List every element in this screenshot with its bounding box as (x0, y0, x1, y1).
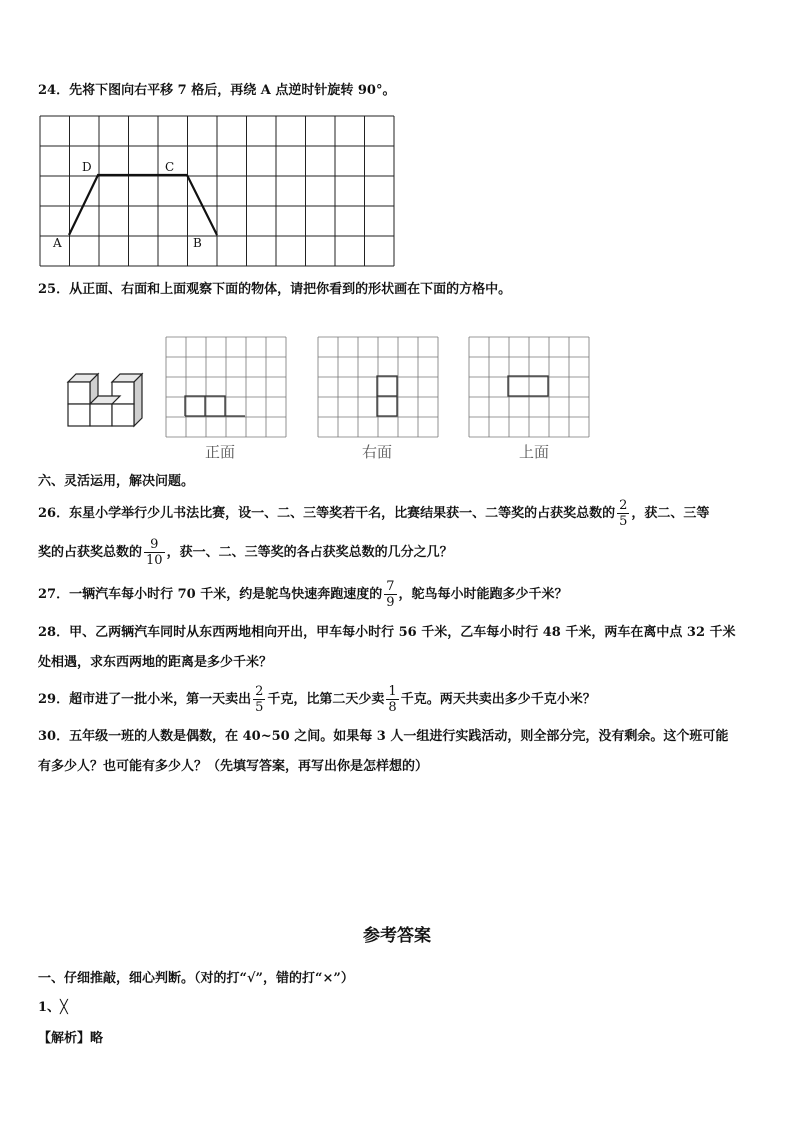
q25-number: 25． (38, 282, 70, 297)
q26-number: 26． (38, 506, 70, 521)
q29-number: 29． (38, 692, 70, 707)
q24-prompt: 先将下图向右平移 7 格后，再绕 A 点逆时针旋转 90°。 (69, 83, 396, 98)
frac-den: 8 (388, 700, 397, 715)
grid-lines (40, 116, 394, 266)
view-grid-right (317, 336, 439, 438)
q29-text (38, 683, 596, 717)
answer-1-analysis: 【解析】略 (38, 1031, 104, 1046)
q30-number: 30． (38, 729, 70, 744)
q28-text-a: 甲、乙两辆汽车同时从东西两地相向开出，甲车每小时行 56 千米，乙车每小时行 48 千米，两车在离中点 32 千米 (69, 625, 736, 640)
view-grid-top (468, 336, 590, 438)
answer-1: 1、╳ (38, 1000, 68, 1015)
view-label-right: 右面 (362, 443, 393, 461)
q27-number: 27． (38, 587, 70, 602)
q28-line2: 处相遇，求东西两地的距离是多少千米？ (38, 655, 273, 670)
q26-text-a: 东星小学举行少儿书法比赛，设一、二、三等奖若干名，比赛结果获一、二等奖的占获奖总数的 (69, 506, 616, 521)
q29-text-a: 超市进了一批小米，第一天卖出 (69, 692, 252, 707)
trapezoid-shape-right (187, 175, 217, 235)
q30-text-a: 五年级一班的人数是偶数，在 40~50 之间。如果每 3 人一组进行实践活动，则全部分完，没有剩余。这个班可能 (69, 729, 729, 744)
label-C: C (165, 160, 175, 174)
q30-line2: 有多少人？也可能有多少人？（先填写答案，再写出你是怎样想的） (38, 759, 429, 774)
view-label-front: 正面 (205, 443, 236, 461)
frac-den: 10 (146, 553, 163, 568)
frac-num: 2 (255, 684, 264, 699)
q24-text (38, 83, 395, 99)
q25-prompt: 从正面、右面和上面观察下面的物体，请把你看到的形状画在下面的方格中。 (69, 282, 512, 297)
q30-line1 (38, 729, 728, 745)
q25-text (38, 282, 511, 298)
q29-text-c: 千克。两天共卖出多少千克小米？ (400, 692, 596, 707)
label-D: D (82, 160, 92, 174)
frac-den: 5 (619, 514, 628, 529)
view-grid-front (165, 336, 287, 438)
frac-num: 2 (619, 498, 628, 513)
q28-number: 28． (38, 625, 70, 640)
answers-title: 参考答案 (363, 926, 431, 946)
q24-grid (39, 115, 395, 267)
fraction-1-8 (386, 684, 398, 715)
label-B: B (193, 236, 202, 250)
label-A: A (53, 236, 62, 250)
frac-num: 9 (150, 537, 159, 552)
fraction-2-5 (253, 684, 265, 715)
grid-lines (166, 337, 286, 437)
q26-text-c: 奖的占获奖总数的 (38, 545, 143, 560)
cube-object (60, 368, 150, 438)
fraction-9-10 (144, 537, 165, 568)
q26-line2 (38, 536, 453, 570)
fraction-7-9 (384, 579, 396, 610)
q27-text-b: ，鸵鸟每小时能跑多少千米？ (398, 587, 568, 602)
q26-text-b: ，获二、三等 (631, 506, 710, 521)
q24-number: 24． (38, 83, 70, 98)
section-6-heading: 六、灵活运用，解决问题。 (38, 474, 195, 489)
view-label-top: 上面 (519, 443, 550, 461)
frac-den: 9 (386, 595, 395, 610)
grid-lines (469, 337, 589, 437)
q27-text-a: 一辆汽车每小时行 70 千米，约是鸵鸟快速奔跑速度的 (69, 587, 383, 602)
fraction-2-5 (617, 498, 629, 529)
q26-line1 (38, 497, 709, 531)
q27-text (38, 578, 568, 612)
grid-lines (318, 337, 438, 437)
frac-den: 5 (255, 700, 264, 715)
q28-line1 (38, 625, 736, 641)
q26-text-d: ，获一、二、三等奖的各占获奖总数的几分之几？ (166, 545, 453, 560)
answers-section-1: 一、仔细推敲，细心判断。（对的打“√”，错的打“×”） (38, 971, 354, 986)
frac-num: 7 (386, 579, 395, 594)
q29-text-b: 千克，比第二天少卖 (267, 692, 385, 707)
frac-num: 1 (388, 684, 397, 699)
